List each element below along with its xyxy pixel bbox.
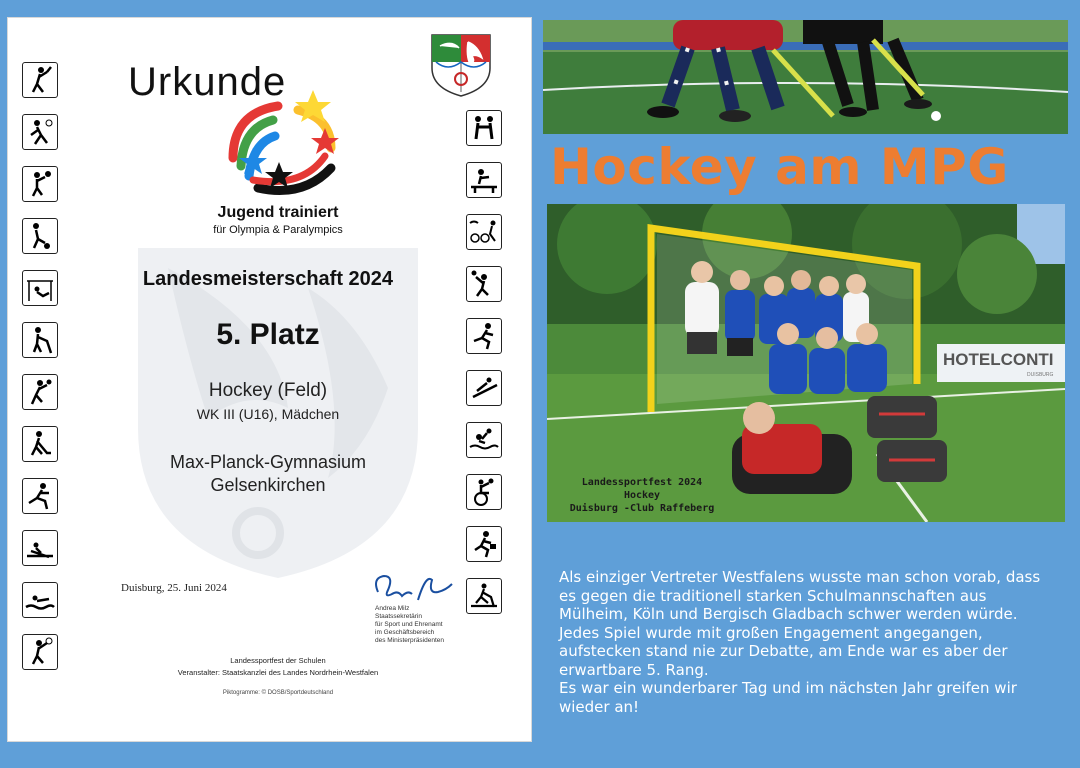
sport-discipline: Hockey (Feld)	[208, 380, 328, 401]
article-text	[559, 568, 1059, 716]
rowing-icon	[22, 530, 58, 566]
school-city: Gelsenkirchen	[210, 475, 326, 495]
certificate-date: Duisburg, 25. Juni 2024	[121, 582, 227, 594]
logo-title: Jugend trainiert	[217, 204, 339, 221]
jugend-trainiert-logo	[213, 88, 348, 208]
poster-headline: Hockey am MPG	[550, 138, 1009, 196]
footer-pictogram-credit: Piktogramme: © DOSB/Sportdeutschland	[222, 690, 334, 696]
footer-organizer: Veranstalter: Staatskanzlei des Landes Nordrhein-Westfalen	[177, 668, 379, 677]
tennis-icon	[22, 634, 58, 670]
team-photo	[547, 204, 1065, 522]
article-paragraph: Als einziger Vertreter Westfalens wusste man schon vorab, dass es gegen die traditionell starken Schulmannschaften aus Mülheim, Köln und Bergisch Gladbach schwer werden würde.	[559, 568, 1041, 623]
signature	[368, 570, 458, 606]
table-tennis-icon	[466, 162, 502, 198]
water-polo-icon	[466, 422, 502, 458]
volleyball-icon	[466, 266, 502, 302]
orienteering-icon	[466, 526, 502, 562]
footer-event: Landessportfest der Schulen	[230, 656, 326, 665]
bowling-icon	[22, 114, 58, 150]
signer-block: Andrea Milz Staatssekretärin für Sport und Ehrenamt im Geschäftsbereich des Ministerpräsidenten	[375, 605, 445, 644]
placement: 5. Platz	[216, 318, 320, 351]
athletics-icon	[22, 478, 58, 514]
wheelchair-basketball-icon	[466, 474, 502, 510]
running-icon	[466, 318, 502, 354]
article-paragraph: Es war ein wunderbarer Tag und im nächsten Jahr greifen wir wieder an!	[559, 679, 1017, 716]
hotel-banner-text: HOTELCONTI	[943, 350, 1054, 369]
ski-jump-icon	[466, 370, 502, 406]
basketball-icon	[22, 166, 58, 202]
nrw-crest	[428, 32, 494, 98]
swimming-icon	[22, 582, 58, 618]
gymnastics-icon	[22, 270, 58, 306]
handball-icon	[22, 374, 58, 410]
judo-icon	[466, 110, 502, 146]
hockey-action-photo	[543, 20, 1068, 134]
championship-title: Landesmeisterschaft 2024	[142, 268, 394, 290]
cross-country-skiing-icon	[466, 578, 502, 614]
logo-subtitle: für Olympia & Paralympics	[213, 224, 343, 236]
badminton-icon	[22, 62, 58, 98]
certificate	[8, 18, 531, 741]
school-name: Max-Planck-Gymnasium	[169, 452, 367, 472]
competition-category: WK III (U16), Mädchen	[196, 406, 340, 422]
team-photo-caption: Landessportfest 2024 Hockey Duisburg -Club Raffeberg	[569, 477, 715, 514]
football-icon	[22, 218, 58, 254]
certificate-title: Urkunde	[128, 60, 287, 104]
hotel-banner-subtext: DUISBURG	[1027, 372, 1054, 378]
team-photo-scene	[547, 204, 1065, 522]
article-paragraph: Jedes Spiel wurde mit großen Engagement angegangen, aufstecken stand nie zur Debatte, am Ende war es aber der erwartbare 5. Rang.	[559, 623, 1008, 679]
hockey-icon	[22, 426, 58, 462]
golf-icon	[22, 322, 58, 358]
triathlon-icon	[466, 214, 502, 250]
